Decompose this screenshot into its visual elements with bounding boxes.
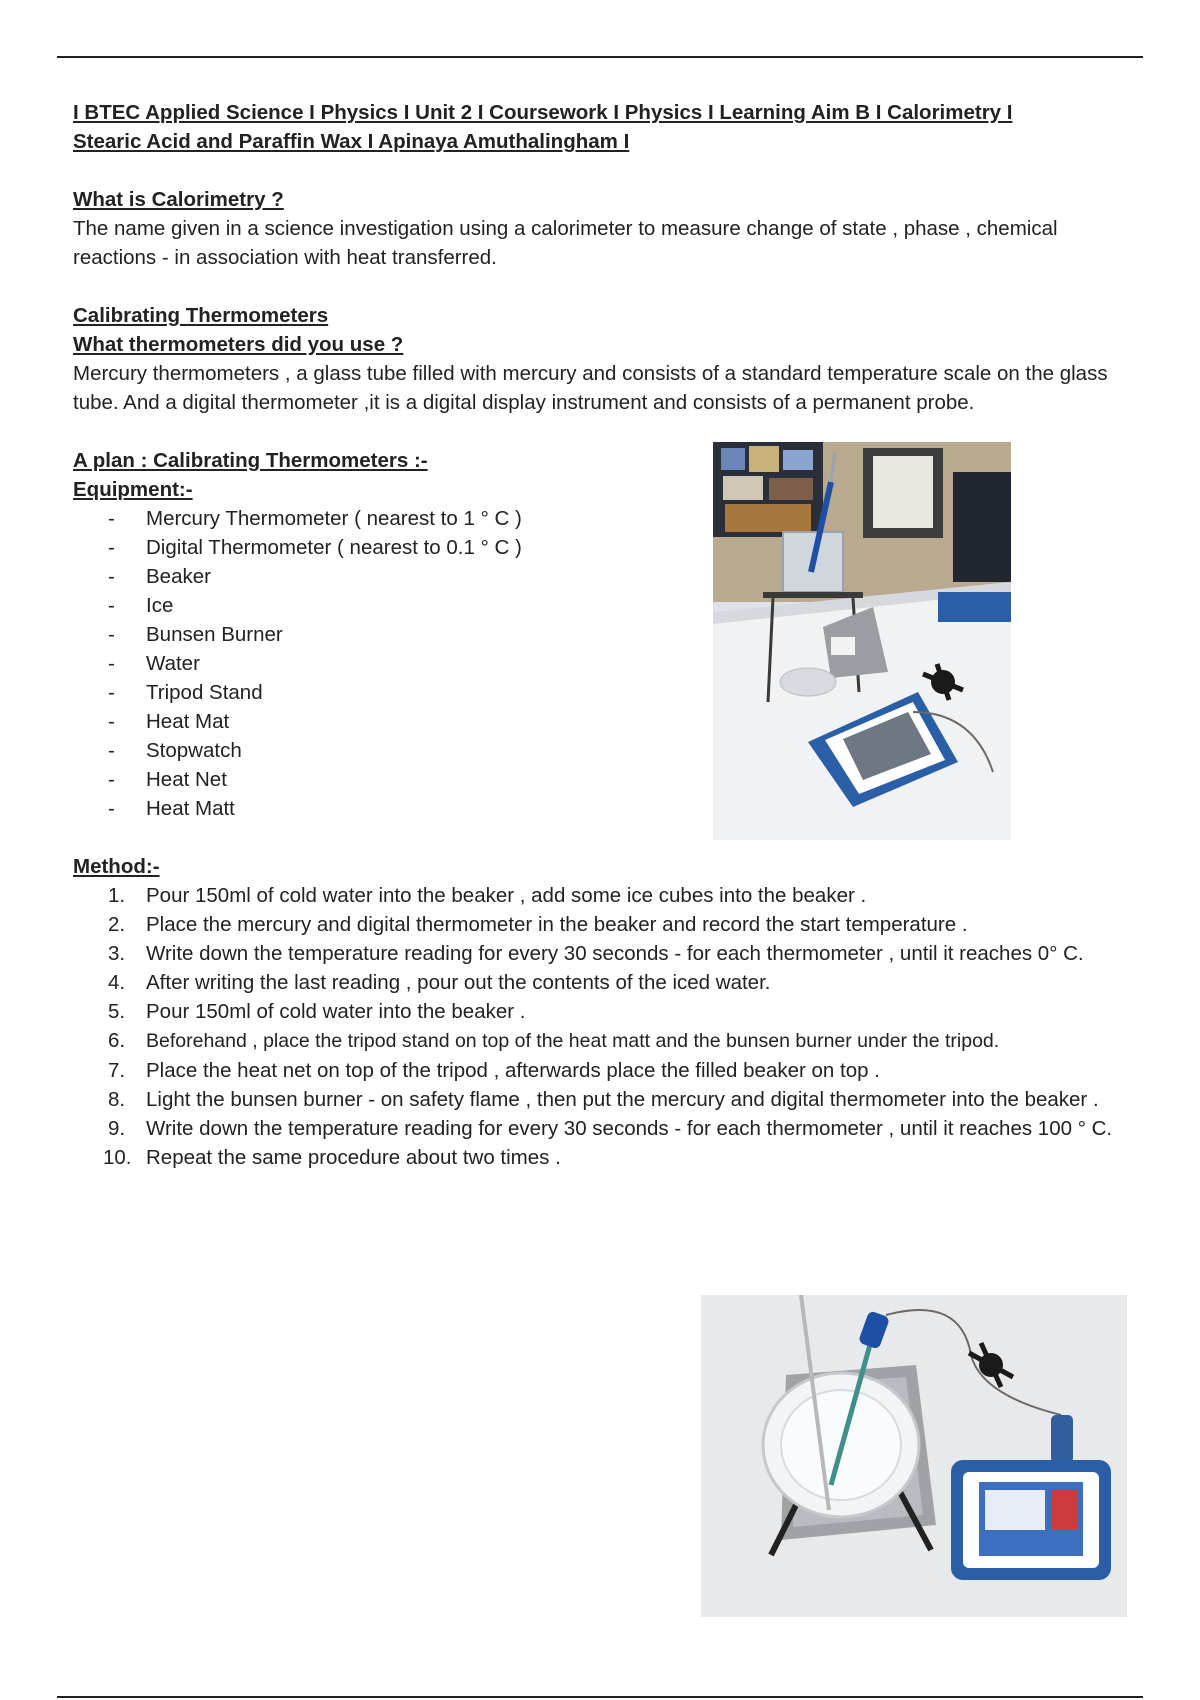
- top-rule: [57, 56, 1143, 58]
- list-item: - Ice: [73, 591, 1133, 620]
- list-item: [73, 939, 1146, 968]
- list-item: - Water: [73, 649, 1133, 678]
- step-number: 8.: [108, 1088, 126, 1111]
- step-text: Place the mercury and digital thermometer in the beaker and record the start temperature .: [146, 913, 968, 936]
- list-item: [73, 1143, 1133, 1172]
- thermometers-used-text: Mercury thermometers , a glass tube filled with mercury and consists of a standard temperature scale on the glass tube. And a digital thermometer ,it is a digital display instrument and consists of a permanent probe.: [73, 362, 1108, 414]
- step-number: 9.: [108, 1117, 126, 1140]
- step-text: Write down the temperature reading for every 30 seconds - for each thermometer , until it reaches 100 ° C.: [146, 1117, 1113, 1140]
- calibrating-heading: Calibrating Thermometers: [73, 304, 329, 327]
- list-item: [73, 997, 1133, 1026]
- list-item: [73, 1114, 1146, 1143]
- list-item: - Mercury Thermometer ( nearest to 1 ° C ): [73, 504, 1133, 533]
- step-number: 3.: [108, 942, 126, 965]
- step-text: Repeat the same procedure about two times .: [146, 1146, 561, 1169]
- list-item: - Heat Matt: [73, 794, 1133, 823]
- step-number: 4.: [108, 971, 126, 994]
- document-title-line-2: Stearic Acid and Paraffin Wax I Apinaya Amuthalingham I: [73, 130, 630, 153]
- list-item: [73, 968, 1133, 997]
- step-text: After writing the last reading , pour out the contents of the iced water.: [146, 971, 771, 994]
- step-text: Pour 150ml of cold water into the beaker .: [146, 1000, 526, 1023]
- list-item: [73, 881, 1133, 910]
- list-item: - Beaker: [73, 562, 1133, 591]
- equipment-heading: Equipment:-: [73, 478, 193, 501]
- list-item: - Digital Thermometer ( nearest to 0.1 ° C ): [73, 533, 1133, 562]
- list-item: [73, 910, 1133, 939]
- step-number: 10.: [103, 1146, 132, 1169]
- step-number: 7.: [108, 1059, 126, 1082]
- step-text: Pour 150ml of cold water into the beaker , add some ice cubes into the beaker .: [146, 884, 867, 907]
- step-number: 2.: [108, 913, 126, 936]
- step-text: Write down the temperature reading for every 30 seconds - for each thermometer , until it reaches 0° C.: [146, 942, 1084, 965]
- calorimetry-definition: The name given in a science investigation using a calorimeter to measure change of state , phase , chemical reactions - in association with heat transferred.: [73, 217, 1058, 269]
- step-number: 6.: [108, 1029, 126, 1052]
- step-text: Light the bunsen burner - on safety flame , then put the mercury and digital thermometer into the beaker .: [146, 1088, 1099, 1111]
- list-item: - Stopwatch: [73, 736, 1133, 765]
- list-item: [73, 1056, 1133, 1085]
- calorimetry-heading: What is Calorimetry ?: [73, 188, 284, 211]
- plan-heading: A plan : Calibrating Thermometers :-: [73, 449, 428, 472]
- list-item: - Heat Net: [73, 765, 1133, 794]
- step-text: Beforehand , place the tripod stand on top of the heat matt and the bunsen burner under the tripod.: [146, 1030, 1000, 1052]
- list-item: - Tripod Stand: [73, 678, 1133, 707]
- list-item: [73, 1026, 1200, 1056]
- list-item: - Bunsen Burner: [73, 620, 1133, 649]
- list-item: [73, 1085, 1146, 1114]
- step-number: 1.: [108, 884, 126, 907]
- bottom-rule: [57, 1696, 1143, 1698]
- beaker-thermometer-photo: [701, 1295, 1127, 1617]
- list-item: - Heat Mat: [73, 707, 1133, 736]
- lab-setup-photo: [713, 442, 1011, 840]
- method-heading: Method:-: [73, 855, 160, 878]
- document-title-line-1: I BTEC Applied Science I Physics I Unit 2 I Coursework I Physics I Learning Aim B I Calorimetry I: [73, 101, 1013, 124]
- thermometers-used-heading: What thermometers did you use ?: [73, 333, 404, 356]
- step-number: 5.: [108, 1000, 126, 1023]
- step-text: Place the heat net on top of the tripod , afterwards place the filled beaker on top .: [146, 1059, 880, 1082]
- method-list: [73, 881, 1133, 1172]
